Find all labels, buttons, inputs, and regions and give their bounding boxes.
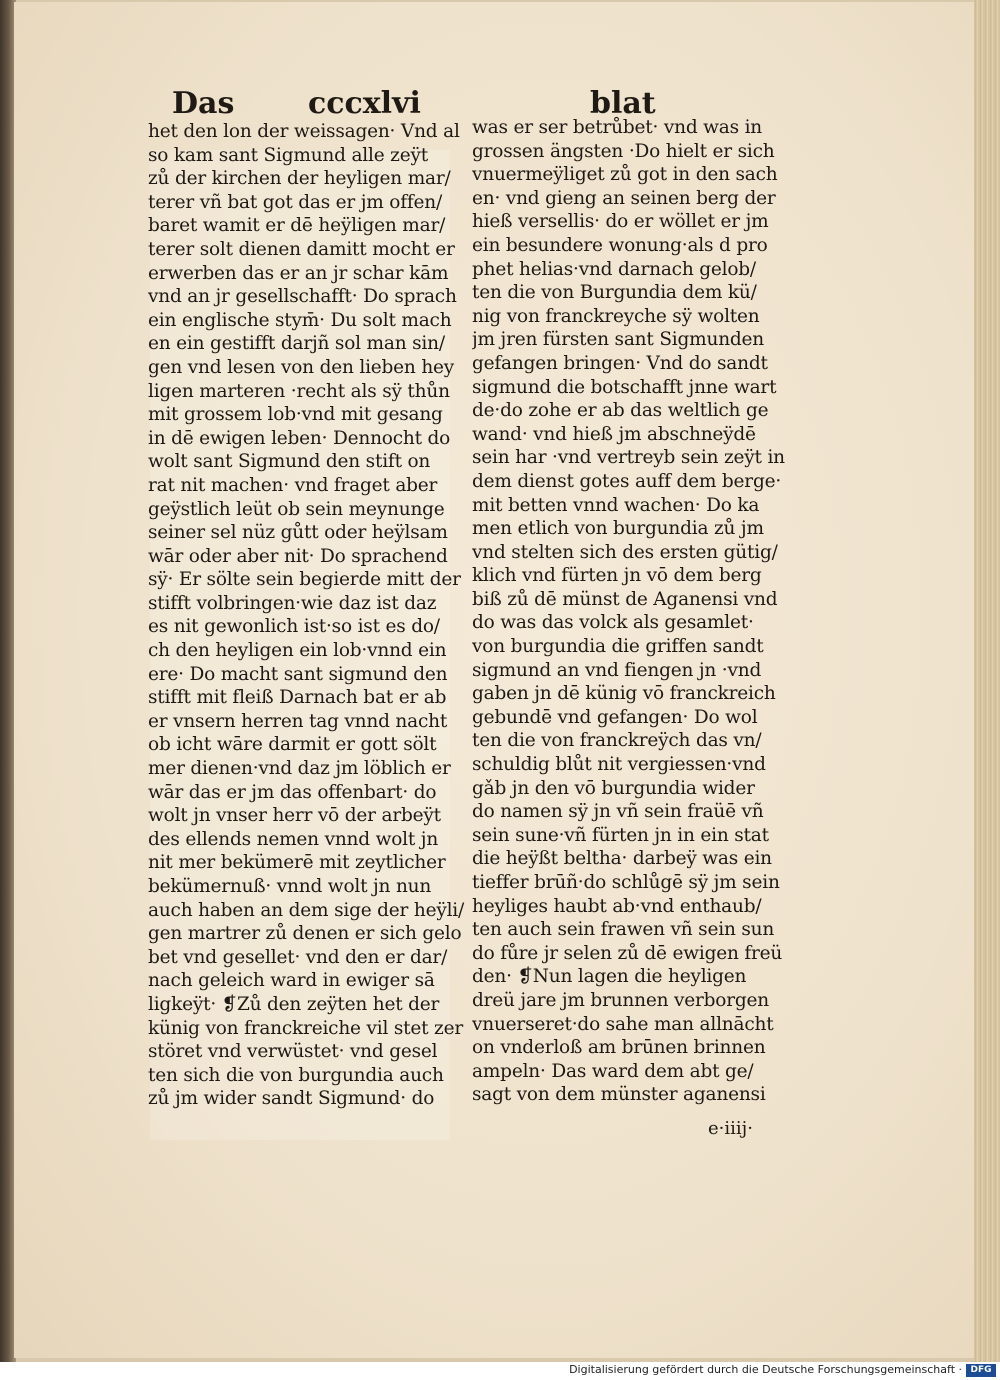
text-line: jm jren fürsten sant Sigmunden — [472, 329, 765, 351]
text-line: gebundē vnd gefangen· Do wol — [472, 706, 758, 728]
text-line: ampeln· Das ward dem abt ge/ — [472, 1060, 754, 1082]
text-line: ligkeÿt· ❡Zů den zeÿten het der — [148, 993, 440, 1015]
text-line: klich vnd fürten jn vō dem berg — [472, 565, 762, 587]
text-line: was er ser betrůbet· vnd was in — [472, 117, 763, 138]
text-line: ein besundere wonung·als d pro — [472, 234, 768, 256]
text-line: sigmund an vnd fiengen jn ·vnd — [472, 659, 762, 681]
text-line: gen vnd lesen von den lieben hey — [148, 356, 455, 378]
text-line: de·do zohe er ab das weltlich ge — [472, 400, 769, 422]
text-line: schuldig blůt nit vergiessen·vnd — [472, 754, 766, 776]
text-line: künig von franckreiche vil stet zer — [148, 1017, 463, 1039]
text-line: zů der kirchen der heyligen mar/ — [148, 168, 451, 190]
text-line: stifft mit fleiß Darnach bat er ab — [148, 687, 447, 709]
text-line: het den lon der weissagen· Vnd al — [148, 121, 460, 142]
text-line: in dē ewigen leben· Dennocht do — [148, 427, 451, 449]
text-line: den· ❡Nun lagen die heyligen — [472, 966, 747, 988]
text-line: sÿ· Er sölte sein begierde mitt der — [148, 569, 461, 591]
text-line: bet vnd gesellet· vnd den er dar/ — [148, 946, 448, 968]
text-line: wolt jn vnser herr vō der arbeÿt — [148, 805, 441, 827]
text-line: ten die von Burgundia dem kü/ — [472, 282, 757, 304]
left-column — [148, 120, 468, 1111]
text-line: die heÿßt beltha· darbeÿ was ein — [472, 848, 772, 870]
text-line: ten sich die von burgundia auch — [148, 1064, 444, 1086]
text-line: baret wamit er dē heÿligen mar/ — [148, 215, 446, 237]
text-line: sigmund die botschafft jnne wart — [472, 376, 777, 398]
text-line: ein englische stym̄· Du solt mach — [148, 309, 452, 331]
text-line: rat nit machen· vnd fraget aber — [148, 474, 438, 496]
text-line: on vnderloß am brūnen brinnen — [472, 1037, 766, 1059]
text-line: ere· Do macht sant sigmund den — [148, 663, 448, 685]
text-line: en ein gestifft darjñ sol man sin/ — [148, 333, 445, 355]
text-line: zů jm wider sandt Sigmund· do — [148, 1088, 435, 1110]
text-line: stifft volbringen·wie daz ist daz — [148, 592, 437, 614]
text-line: gen martrer zů denen er sich gelo — [148, 923, 462, 945]
text-line: grossen ängsten ·Do hielt er sich — [472, 140, 775, 162]
text-line: vnuerseret·do sahe man allnācht — [472, 1013, 774, 1035]
header-right: blat — [590, 86, 656, 121]
text-line: dreü jare jm brunnen verborgen — [472, 989, 769, 1011]
header-left: Das — [172, 86, 235, 121]
text-line: ch den heyligen ein lob·vnnd ein — [148, 640, 447, 662]
text-line: nach geleich ward in ewiger sā — [148, 970, 435, 992]
text-line: terer solt dienen damitt mocht er — [148, 238, 455, 260]
text-line: gaben jn dē künig vō franckreich — [472, 683, 776, 705]
signature-mark: e·iiij· — [708, 1118, 753, 1139]
text-line: gefangen bringen· Vnd do sandt — [472, 352, 768, 374]
text-line: sein sune·vñ fürten jn in ein stat — [472, 824, 769, 846]
text-line: sein har ·vnd vertreyb sein zeÿt in — [472, 447, 785, 469]
text-line: ten die von franckreÿch das vn/ — [472, 730, 762, 752]
text-line: biß zů dē münst de Aganensi vnd — [472, 588, 778, 610]
text-line: vnd stelten sich des ersten gütig/ — [472, 541, 778, 563]
text-line: dem dienst gotes auff dem berge· — [472, 470, 782, 492]
text-line: nit mer bekümerē mit zeytlicher — [148, 852, 446, 874]
text-line: vnuermeÿliget zů got in den sach — [472, 164, 778, 186]
text-line: gǎb jn den vō burgundia wider — [472, 777, 755, 799]
text-line: sagt von dem münster aganensi — [472, 1084, 766, 1106]
text-line: wolt sant Sigmund den stift on — [148, 451, 431, 473]
funding-credit: Digitalisierung gefördert durch die Deutsche Forschungsgemeinschaft · — [569, 1363, 962, 1376]
text-line: hieß versellis· do er wöllet er jm — [472, 211, 769, 233]
text-line: auch haben an dem sige der heÿli/ — [148, 899, 465, 921]
text-line: vnd an jr gesellschafft· Do sprach — [148, 286, 457, 308]
text-line: so kam sant Sigmund alle zeÿt — [148, 144, 428, 166]
text-line: wār oder aber nit· Do sprachend — [148, 545, 448, 567]
text-line: en· vnd gieng an seinen berg der — [472, 187, 776, 209]
text-line: heyliges haubt ab·vnd enthaub/ — [472, 895, 762, 917]
text-line: seiner sel nüz gůtt oder heÿlsam — [148, 522, 448, 544]
text-line: geÿstlich leüt ob sein meynunge — [148, 498, 445, 520]
text-line: ten auch sein frawen vñ sein sun — [472, 919, 775, 941]
right-column — [472, 116, 794, 1107]
text-line: störet vnd verwüstet· vnd gesel — [148, 1041, 438, 1063]
folio-number: cccxlvi — [308, 86, 421, 121]
dfg-logo-icon: DFG — [966, 1364, 996, 1377]
text-line: mit grossem lob·vnd mit gesang — [148, 404, 443, 426]
text-line: terer vñ bat got das er jm offen/ — [148, 191, 443, 213]
text-line: von burgundia die griffen sandt — [472, 636, 764, 658]
footer-bar — [0, 1362, 1000, 1380]
text-line: bekümernuß· vnnd wolt jn nun — [148, 876, 432, 897]
page-edges — [974, 0, 1000, 1362]
text-line: erwerben das er an jr schar kām — [148, 262, 449, 284]
text-line: wār das er jm das offenbart· do — [148, 781, 437, 803]
text-line: do fůre jr selen zů dē ewigen freü — [472, 942, 783, 964]
text-line: mit betten vnnd wachen· Do ka — [472, 494, 760, 516]
text-line: wand· vnd hieß jm abschneÿdē — [472, 423, 756, 445]
text-line: es nit gewonlich ist·so ist es do/ — [148, 616, 440, 638]
text-line: men etlich von burgundia zů jm — [472, 518, 764, 540]
text-line: do was das volck als gesamlet· — [472, 612, 754, 634]
text-line: phet helias·vnd darnach gelob/ — [472, 258, 756, 280]
text-line: tieffer brūñ·do schlůgē sÿ jm sein — [472, 872, 780, 893]
text-line: do namen sÿ jn vñ sein fraüē vñ — [472, 801, 764, 823]
text-line: er vnsern herren tag vnnd nacht — [148, 710, 448, 732]
text-line: ob icht wāre darmit er gott sölt — [148, 734, 437, 756]
text-line: mer dienen·vnd daz jm löblich er — [148, 758, 451, 780]
text-line: nig von franckreyche sÿ wolten — [472, 305, 760, 327]
text-line: des ellends nemen vnnd wolt jn — [148, 828, 439, 850]
text-line: ligen marteren ·recht als sÿ thůn — [148, 380, 450, 402]
